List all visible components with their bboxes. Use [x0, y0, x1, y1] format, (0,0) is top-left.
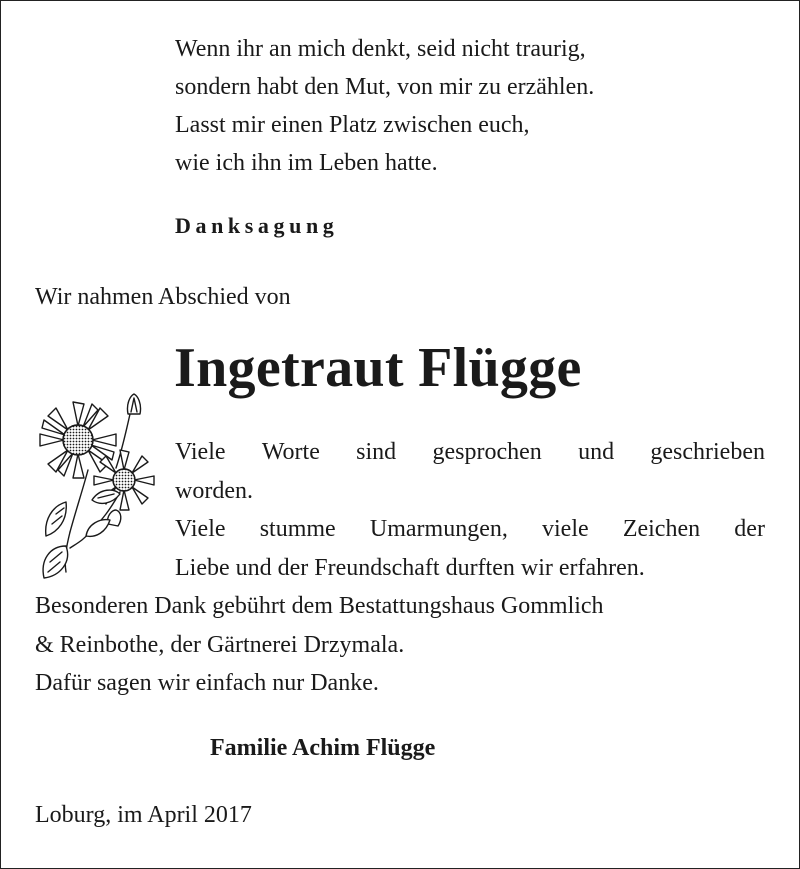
- word: Viele: [175, 516, 226, 542]
- word: stumme: [259, 516, 336, 542]
- word: der: [734, 516, 765, 542]
- sunflower-icon: [30, 392, 170, 588]
- word: Zeichen: [622, 516, 701, 542]
- word: Viele: [175, 439, 226, 465]
- poem-line: wie ich ihn im Leben hatte.: [175, 150, 438, 176]
- poem-line: sondern habt den Mut, von mir zu erzählen.: [175, 74, 595, 100]
- word: Worte: [261, 439, 320, 465]
- message-block-lower: [35, 587, 604, 703]
- message-line: Liebe und der Freundschaft durften wir erfahren.: [175, 554, 645, 581]
- intro-text: Wir nahmen Abschied von: [35, 284, 291, 310]
- poem-line: Lasst mir einen Platz zwischen euch,: [175, 112, 530, 138]
- word: geschrieben: [650, 439, 765, 465]
- message-line-justified: [175, 510, 765, 549]
- poem: [175, 30, 594, 182]
- heading-danksagung: Danksagung: [175, 213, 339, 238]
- deceased-name: Ingetraut Flügge: [174, 337, 582, 399]
- word: sind: [356, 439, 397, 465]
- word: viele: [542, 516, 589, 542]
- message-line-justified: [175, 433, 765, 472]
- word: Umarmungen,: [369, 516, 508, 542]
- message-line: & Reinbothe, der Gärtnerei Drzymala.: [35, 631, 405, 658]
- poem-line: Wenn ihr an mich denkt, seid nicht traurig,: [175, 36, 586, 62]
- place-date: Loburg, im April 2017: [35, 802, 252, 828]
- message-line: Besonderen Dank gebührt dem Bestattungshaus Gommlich: [35, 593, 604, 619]
- word: und: [578, 439, 615, 465]
- message-line: Dafür sagen wir einfach nur Danke.: [35, 670, 379, 696]
- word: gesprochen: [432, 439, 542, 465]
- message-block-upper: [175, 433, 765, 587]
- message-line: worden.: [175, 477, 253, 504]
- family-signature: Familie Achim Flügge: [210, 735, 436, 761]
